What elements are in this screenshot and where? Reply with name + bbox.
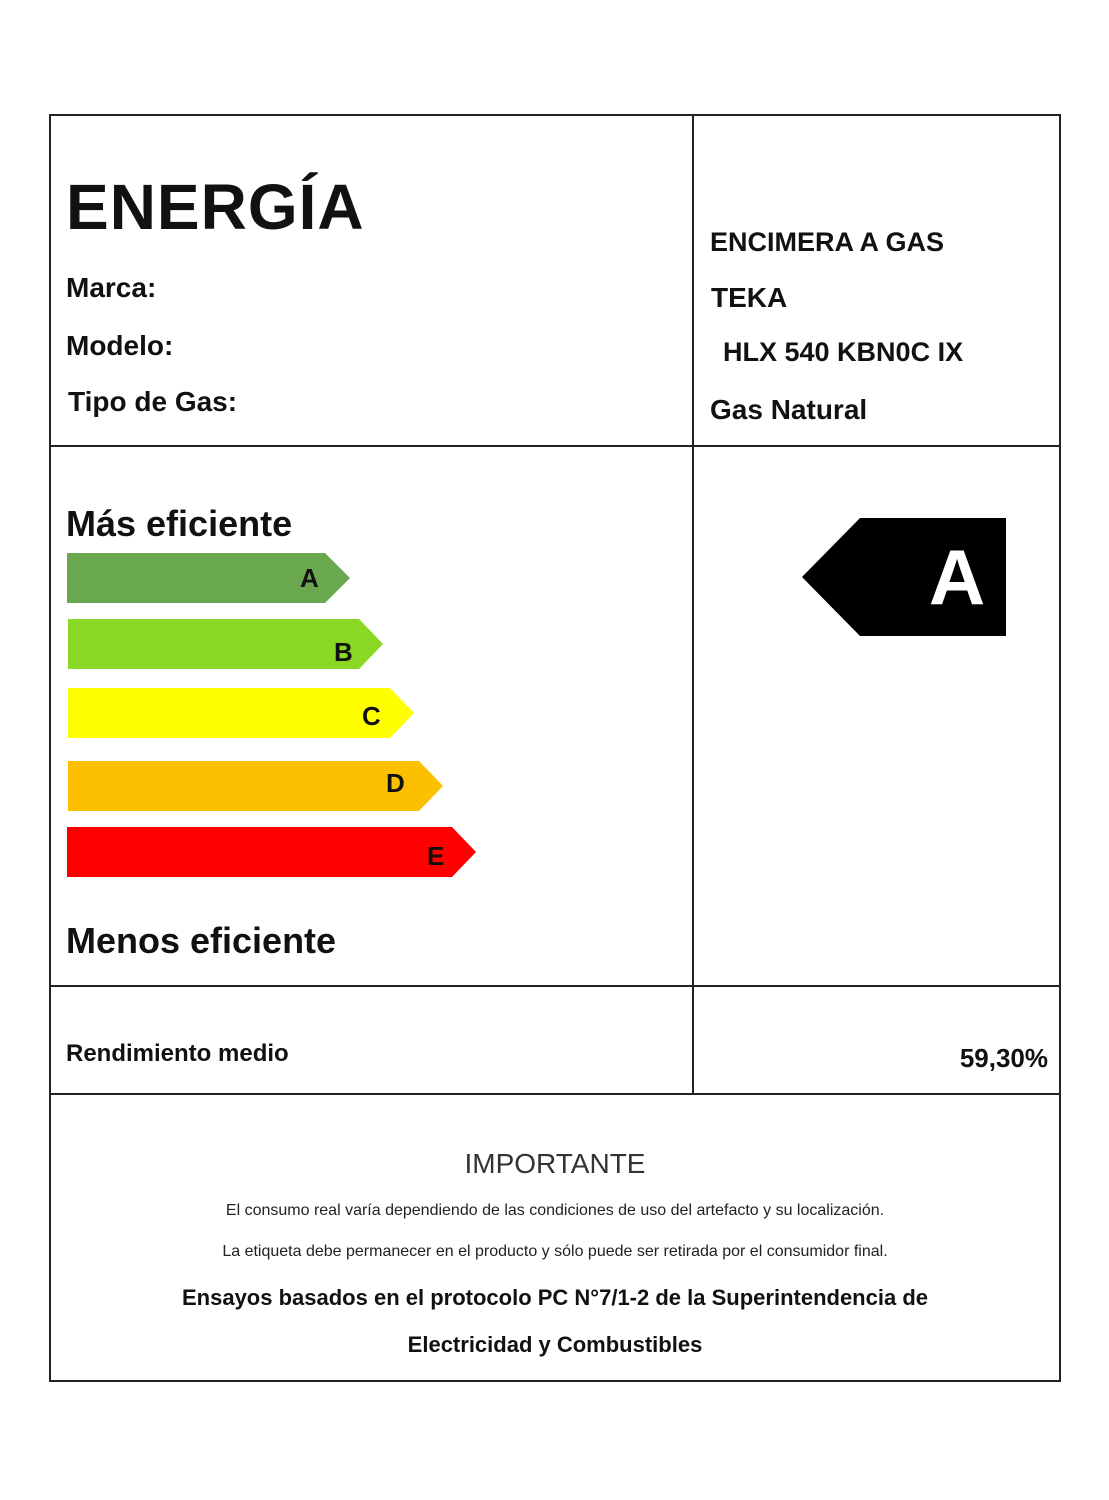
notice-line-2: La etiqueta debe permanecer en el producto y sólo puede ser retirada por el consumidor final.: [222, 1243, 888, 1260]
gas-type-value: Gas Natural: [710, 394, 868, 425]
brand-value: TEKA: [711, 282, 788, 313]
class-e-arrow: [67, 827, 476, 877]
divider-performance: [49, 1093, 1061, 1095]
brand-label: Marca:: [66, 272, 157, 303]
least-efficient-label: Menos eficiente: [66, 920, 337, 961]
class-b-letter: B: [334, 637, 353, 667]
performance-label: Rendimiento medio: [66, 1040, 289, 1067]
class-e-letter: E: [427, 841, 445, 871]
energy-label: [49, 114, 1061, 1382]
label-title: ENERGÍA: [66, 171, 365, 243]
performance-value: 59,30%: [959, 1043, 1048, 1073]
divider-header: [49, 445, 1061, 447]
class-a-letter: A: [300, 563, 319, 593]
notice-line-4: Electricidad y Combustibles: [407, 1332, 703, 1357]
product-type: ENCIMERA A GAS: [710, 227, 945, 257]
most-efficient-label: Más eficiente: [66, 503, 293, 544]
divider-scale: [49, 985, 1061, 987]
class-d-letter: D: [386, 768, 405, 798]
model-value: HLX 540 KBN0C IX: [723, 337, 964, 367]
gas-type-label: Tipo de Gas:: [68, 386, 238, 417]
notice-heading: IMPORTANTE: [464, 1148, 646, 1179]
vertical-divider: [692, 114, 694, 1094]
rating-letter: A: [928, 533, 986, 621]
model-label: Modelo:: [66, 330, 174, 361]
class-e-bar: [67, 827, 477, 877]
notice-line-3: Ensayos basados en el protocolo PC N°7/1-2 de la Superintendencia de: [181, 1285, 928, 1310]
notice-line-1: El consumo real varía dependiendo de las condiciones de uso del artefacto y su localización.: [225, 1202, 885, 1219]
class-c-letter: C: [362, 701, 381, 731]
